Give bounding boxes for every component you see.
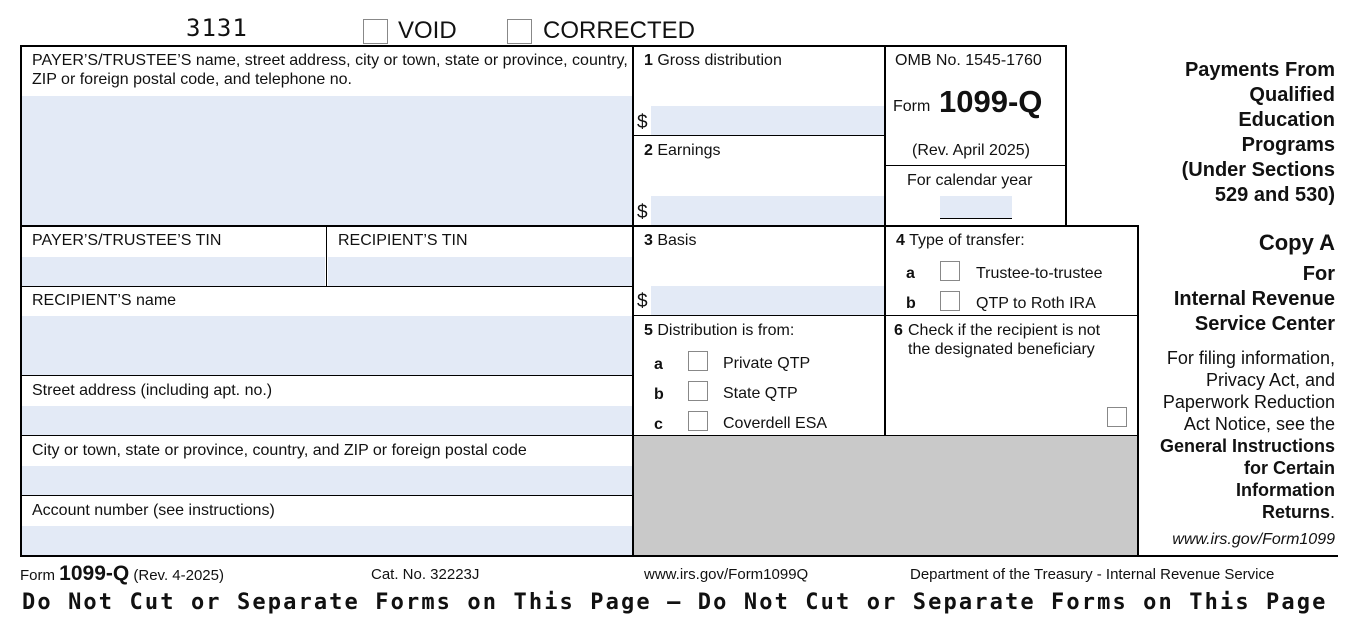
info-line: Privacy Act, and	[1205, 370, 1335, 390]
box6-number: 6	[894, 322, 903, 339]
corrected-checkbox[interactable]	[507, 19, 532, 44]
divider	[326, 226, 327, 286]
copy-irs-line: Service Center	[1194, 313, 1335, 335]
form-word: Form	[893, 98, 931, 115]
copy-url: www.irs.gov/Form1099	[1172, 531, 1335, 548]
box5b-letter: b	[654, 386, 664, 403]
box2-label: 2 Earnings	[644, 142, 721, 159]
title-line: Qualified	[1249, 84, 1335, 106]
divider	[884, 45, 886, 436]
payer-tin-field[interactable]	[22, 257, 325, 286]
box5a-letter: a	[654, 356, 663, 373]
box1-label: 1 Gross distribution	[644, 52, 782, 69]
box2-field[interactable]	[651, 196, 884, 225]
city-label: City or town, state or province, country, and ZIP or foreign postal code	[32, 442, 527, 459]
corrected-label: CORRECTED	[543, 17, 696, 44]
payer-tin-label: PAYER’S/TRUSTEE’S TIN	[32, 232, 222, 249]
copy-label: Copy A	[1258, 230, 1335, 255]
footer-url: www.irs.gov/Form1099Q	[644, 566, 809, 583]
copy-irs-line: Internal Revenue	[1173, 288, 1335, 310]
city-field[interactable]	[22, 466, 632, 495]
divider	[634, 135, 884, 136]
divider	[886, 165, 1066, 166]
divider	[20, 435, 1138, 436]
info-line: Paperwork Reduction	[1162, 392, 1335, 412]
box4b-checkbox[interactable]	[940, 291, 960, 311]
recipient-tin-field[interactable]	[328, 257, 632, 286]
box5a-label: Private QTP	[723, 355, 811, 372]
divider	[20, 495, 632, 496]
divider	[20, 286, 632, 287]
info-line: Returns.	[1261, 502, 1335, 522]
box5-label: 5 Distribution is from:	[644, 322, 795, 339]
divider	[632, 45, 634, 557]
box4a-letter: a	[906, 265, 915, 282]
copy-for: For	[1302, 263, 1335, 285]
title-line: 529 and 530)	[1214, 184, 1335, 206]
divider	[1065, 45, 1067, 226]
divider	[20, 225, 1139, 227]
street-field[interactable]	[22, 406, 632, 435]
form-bottom-border	[20, 555, 1338, 557]
void-checkbox[interactable]	[363, 19, 388, 44]
box5c-checkbox[interactable]	[688, 411, 708, 431]
form-title	[1140, 58, 1335, 208]
account-field[interactable]	[22, 526, 632, 555]
calendar-year-label: For calendar year	[907, 172, 1033, 189]
box6-label: Check if the recipient is not the designated beneficiary	[908, 322, 1101, 358]
title-line: (Under Sections	[1181, 159, 1335, 181]
form-number: 1099-Q	[939, 84, 1043, 119]
copy-destination	[1140, 262, 1335, 337]
recipient-name-label: RECIPIENT’S name	[32, 292, 177, 309]
footer-cat: Cat. No. 32223J	[371, 566, 480, 583]
box4a-label: Trustee-to-trustee	[976, 265, 1103, 282]
title-line: Programs	[1241, 134, 1335, 156]
form-left-border	[20, 45, 22, 557]
box2-dollar: $	[637, 202, 648, 223]
payer-name-field[interactable]	[22, 96, 632, 225]
omb-number: OMB No. 1545-1760	[895, 52, 1042, 69]
box5c-label: Coverdell ESA	[723, 415, 828, 432]
box4a-checkbox[interactable]	[940, 261, 960, 281]
shaded-area	[633, 436, 1137, 556]
info-line: Information	[1236, 480, 1335, 500]
footer-form: Form 1099-Q (Rev. 4-2025)	[20, 562, 224, 585]
box5b-label: State QTP	[723, 385, 798, 402]
recipient-name-field[interactable]	[22, 316, 632, 375]
recipient-tin-label: RECIPIENT’S TIN	[338, 232, 468, 249]
box4-label: 4 Type of transfer:	[896, 232, 1025, 249]
payer-name-label: PAYER’S/TRUSTEE’S name, street address, city or town, state or province, country, ZIP or foreign postal code, and telephone no.	[32, 52, 628, 88]
box5b-checkbox[interactable]	[688, 381, 708, 401]
info-line: For filing information,	[1166, 348, 1335, 368]
box1-dollar: $	[637, 112, 648, 133]
street-label: Street address (including apt. no.)	[32, 382, 273, 399]
account-label: Account number (see instructions)	[32, 502, 275, 519]
calendar-year-field[interactable]	[940, 196, 1012, 218]
box1-field[interactable]	[651, 106, 884, 135]
box4b-label: QTP to Roth IRA	[976, 295, 1096, 312]
box4b-letter: b	[906, 295, 916, 312]
cut-notice: Do Not Cut or Separate Forms on This Page — Do Not Cut or Separate Forms on This Page	[22, 590, 1328, 615]
void-label: VOID	[398, 17, 457, 44]
box3-label: 3 Basis	[644, 232, 697, 249]
title-line: Payments From	[1184, 59, 1335, 81]
divider	[634, 315, 1138, 316]
divider	[20, 375, 632, 376]
box6-checkbox[interactable]	[1107, 407, 1127, 427]
box3-dollar: $	[637, 291, 648, 312]
box5c-letter: c	[654, 416, 663, 433]
copy-info	[1140, 347, 1335, 523]
form-code: 3131	[186, 14, 248, 42]
title-line: Education	[1238, 109, 1335, 131]
form-revision: (Rev. April 2025)	[912, 142, 1030, 159]
info-line: for Certain	[1243, 458, 1335, 478]
info-line: Act Notice, see the	[1183, 414, 1335, 434]
form-top-border	[20, 45, 1067, 47]
footer-dept: Department of the Treasury - Internal Revenue Service	[910, 566, 1275, 583]
info-line: General Instructions	[1159, 436, 1335, 456]
box5a-checkbox[interactable]	[688, 351, 708, 371]
calendar-year-underline	[940, 218, 1012, 219]
box3-field[interactable]	[651, 286, 884, 315]
divider	[1137, 225, 1139, 557]
